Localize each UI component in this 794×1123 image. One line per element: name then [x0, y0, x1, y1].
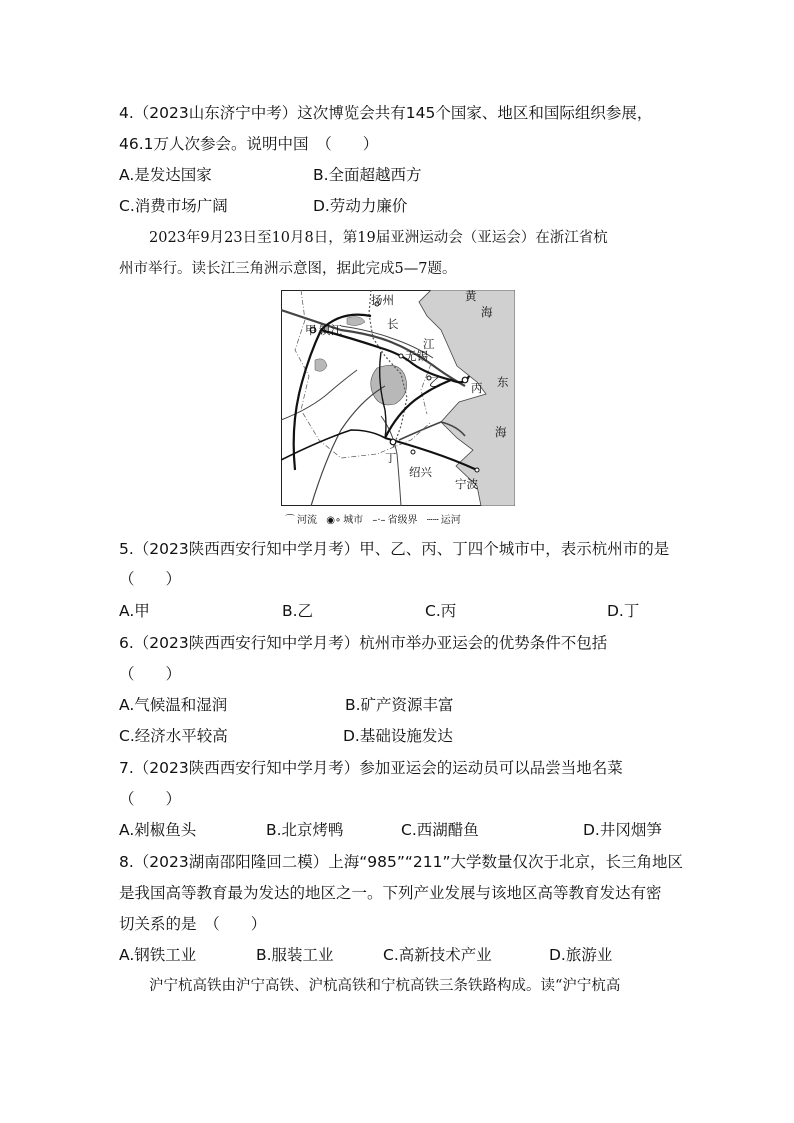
map-label-bing: 丙 [471, 381, 483, 395]
q7-option-c: C.西湖醋鱼 [401, 821, 479, 839]
map-label-yangzhou: 扬州 [371, 293, 394, 307]
q4-option-d: D.劳动力廉价 [313, 197, 408, 215]
city-marker-ding [390, 439, 396, 445]
q7-stem-line2: （ ） [119, 790, 182, 808]
city-marker-bing [462, 377, 468, 383]
legend-boundary: –·– 省级界 [372, 515, 418, 526]
q4-option-b: B.全面超越西方 [313, 166, 422, 184]
map-label-dong: 东 [497, 375, 509, 389]
q6-stem-line2: （ ） [119, 665, 182, 683]
map-label-zhenjiang: 镇江 [319, 323, 342, 337]
map-label-ningbo: 宁波 [455, 477, 478, 491]
q7-option-d: D.井冈烟笋 [583, 821, 662, 839]
q8-stem-line1: 8.（2023湖南邵阳隆回二模）上海“985”“211”大学数量仅次于北京，长三角地区 [119, 853, 684, 871]
q4-stem-line2: 46.1万人次参会。说明中国 （ ） [119, 135, 379, 153]
q5-option-b: B.乙 [282, 602, 314, 620]
q8-stem-line2: 是我国高等教育最为发达的地区之一。下列产业发展与该地区高等教育发达有密 [119, 884, 662, 902]
q8-stem-line3: 切关系的是 （ ） [119, 915, 267, 933]
q5-option-c: C.丙 [425, 602, 457, 620]
yangtze-delta-map [281, 290, 515, 506]
legend-river: ⌒ 河流 [285, 515, 317, 526]
legend-canal: ┄┄ 运河 [426, 515, 461, 526]
q8-option-d: D.旅游业 [549, 946, 613, 964]
map-label-shaoxing: 绍兴 [409, 465, 432, 479]
map-label-yi: 乙 [429, 375, 441, 389]
q8-option-c: C.高新技术产业 [383, 946, 492, 964]
passage1-line2: 州市举行。读长江三角洲示意图，据此完成5—7题。 [119, 261, 457, 277]
city-marker-shaoxing [411, 450, 415, 454]
passage2-line1: 沪宁杭高铁由沪宁高铁、沪杭高铁和宁杭高铁三条铁路构成。读“沪宁杭高 [149, 978, 621, 994]
map-label-ding: 丁 [385, 451, 397, 465]
q5-option-a: A.甲 [119, 602, 150, 620]
q6-option-c: C.经济水平较高 [119, 727, 228, 745]
q5-option-d: D.丁 [607, 602, 640, 620]
q4-option-c: C.消费市场广阔 [119, 197, 228, 215]
map-label-chang: 长 [387, 317, 399, 331]
legend-city: ◉∘ 城市 [326, 515, 364, 526]
map-legend [285, 514, 467, 528]
q8-option-b: B.服装工业 [256, 946, 334, 964]
q4-option-a: A.是发达国家 [119, 166, 212, 184]
q6-stem-line1: 6.（2023陕西西安行知中学月考）杭州市举办亚运会的优势条件不包括 [119, 634, 608, 652]
q7-stem-line1: 7.（2023陕西西安行知中学月考）参加亚运会的运动员可以品尝当地名菜 [119, 759, 623, 777]
map-label-hai2: 海 [495, 425, 507, 439]
q8-option-a: A.钢铁工业 [119, 946, 197, 964]
q5-stem-line2: （ ） [119, 570, 182, 588]
map-label-jiang: 江 [423, 337, 435, 351]
q4-stem-line1: 4.（2023山东济宁中考）这次博览会共有145个国家、地区和国际组织参展， [119, 104, 653, 122]
q6-option-d: D.基础设施发达 [343, 727, 453, 745]
q5-stem-line1: 5.（2023陕西西安行知中学月考）甲、乙、丙、丁四个城市中，表示杭州市的是 [119, 540, 670, 558]
passage1-line1: 2023年9月23日至10月8日，第19届亚洲运动会（亚运会）在浙江省杭 [149, 230, 608, 246]
map-label-hai1: 海 [481, 305, 493, 319]
map-label-huang: 黄 [465, 290, 477, 303]
q6-option-a: A.气候温和湿润 [119, 696, 228, 714]
map-label-jia: 甲 [305, 323, 317, 337]
taihu-lake [371, 365, 407, 405]
q7-option-a: A.剁椒鱼头 [119, 821, 197, 839]
q7-option-b: B.北京烤鸭 [266, 821, 344, 839]
city-marker-ningbo [475, 468, 479, 472]
city-marker-wuxi [399, 354, 403, 358]
map-label-wuxi: 无锡 [405, 349, 428, 363]
q6-option-b: B.矿产资源丰富 [345, 696, 454, 714]
